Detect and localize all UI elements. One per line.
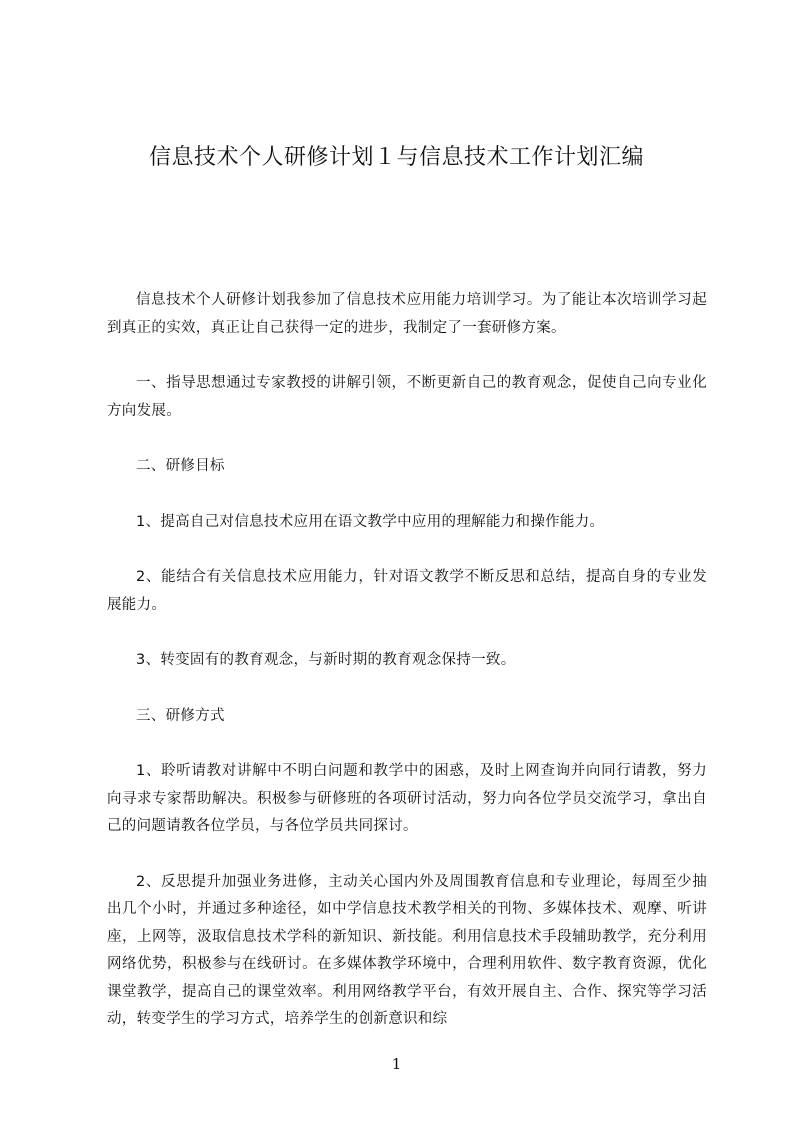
method-item-1: 1、聆听请教对讲解中不明白问题和教学中的困惑，及时上网查询并向同行请教，努力向寻求专家帮助解决。积极参与研修班的各项研讨活动，努力向各位学员交流学习，拿出自己的问题请教各位学员，与各位学员共同探讨。 [107,763,707,834]
intro-paragraph: 信息技术个人研修计划我参加了信息技术应用能力培训学习。为了能让本次培训学习起到真正的实效，真正让自己获得一定的进步，我制定了一套研修方案。 [107,292,707,336]
page-number: 1 [391,1055,402,1073]
goal-item-1: 1、提高自己对信息技术应用在语文教学中应用的理解能力和操作能力。 [136,513,605,530]
method-item-2: 2、反思提升加强业务进修，主动关心国内外及周围教育信息和专业理论，每周至少抽出几个小时，并通过多种途径，如中学信息技术教学相关的刊物、多媒体技术、观摩、听讲座，上网等，汲取信息技术学科的新知识、新技能。利用信息技术手段辅助教学，充分利用网络优势，积极参与在线研讨。在多媒体教学环境中，合理利用软件、数字教育资源，优化课堂教学，提高自己的课堂效率。利用网络教学平台，有效开展自主、合作、探究等学习活动，转变学生的学习方式，培养学生的创新意识和综 [107,873,707,1027]
guiding-ideology-paragraph: 一、指导思想通过专家教授的讲解引领，不断更新自己的教育观念，促使自己向专业化方向发展。 [107,375,707,419]
section-heading-goals: 二、研修目标 [136,458,225,474]
document-body [107,287,707,1034]
section-heading-methods: 三、研修方式 [136,707,225,724]
document-title: 信息技术个人研修计划１与信息技术工作计划汇编 [148,145,644,170]
goal-item-2: 2、能结合有关信息技术应用能力，针对语文教学不断反思和总结，提高自身的专业发展能力。 [107,569,707,613]
goal-item-3: 3、转变固有的教育观念，与新时期的教育观念保持一致。 [136,652,516,668]
